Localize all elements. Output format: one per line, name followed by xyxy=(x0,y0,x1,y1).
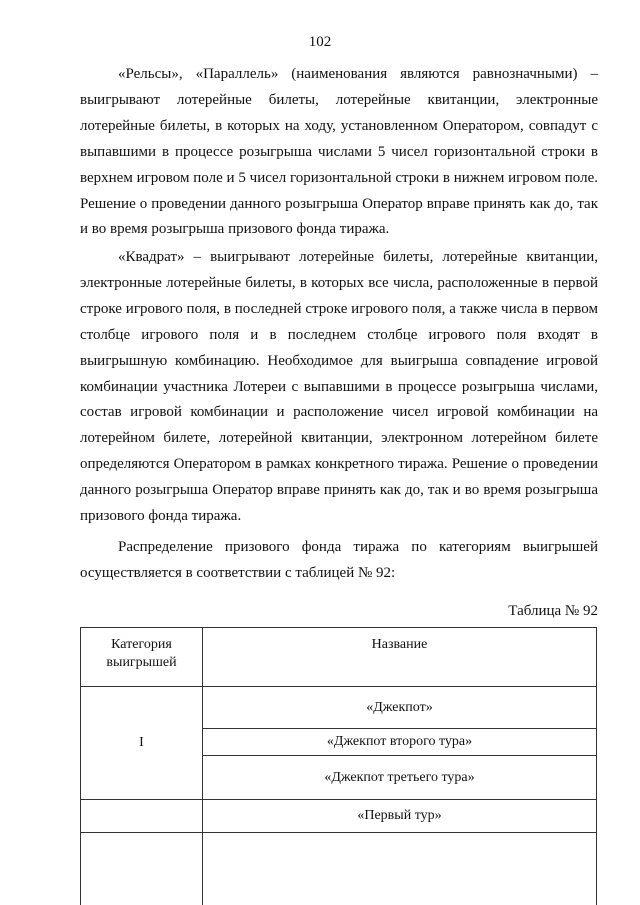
prize-name-cell: «Джекпот второго тура» xyxy=(203,729,597,756)
category-cell: I xyxy=(81,687,203,800)
prize-table xyxy=(80,627,597,905)
paragraph-rails: «Рельсы», «Параллель» (наименования являются равнозначными) – выигрывают лотерейные билеты, лотерейные квитанции, электронные лотерейные билеты, в которых на ходу, установленном Оператором, совпадут с выпавшими в процессе розыгрыша числами 5 чисел горизонтальной строки в верхнем игровом поле и 5 чисел горизонтальной строки в нижнем игровом поле. Решение о проведении данного розыгрыша Оператор вправе принять как до, так и во время розыгрыша призового фонда тиража. xyxy=(80,66,598,238)
table-row xyxy=(81,800,597,833)
empty-cell xyxy=(203,833,597,905)
table-row xyxy=(81,687,597,729)
prize-name-cell: «Первый тур» xyxy=(203,800,597,833)
paragraph-distribution: Распределение призового фонда тиража по категориям выигрышей осуществляется в соответствии с таблицей № 92: xyxy=(80,539,598,581)
table-header-row xyxy=(81,628,597,687)
table-caption: Таблица № 92 xyxy=(508,603,598,619)
page-number: 102 xyxy=(308,34,332,50)
category-cell xyxy=(81,800,203,833)
table-row-continuation xyxy=(81,833,597,905)
header-category: Категория выигрышей xyxy=(81,628,203,687)
header-name: Название xyxy=(203,628,597,687)
paragraph-square: «Квадрат» – выигрывают лотерейные билеты, лотерейные квитанции, электронные лотерейные билеты, в которых все числа, расположенные в первой строке игрового поля, в последней строке игрового поля, а также числа в первом столбце игрового поля и в последнем столбце игрового поля входят в выигрышную комбинацию. Необходимое для выигрыша совпадение игровой комбинации участника Лотереи с выпавшими в процессе розыгрыша числами, состав игровой комбинации и расположение чисел игровой комбинации на лотерейном билете, лотерейной квитанции, электронном лотерейном билете определяются Оператором в рамках конкретного тиража. Решение о проведении данного розыгрыша Оператор вправе принять как до, так и во время розыгрыша призового фонда тиража. xyxy=(80,249,598,525)
prize-name-cell: «Джекпот» xyxy=(203,687,597,729)
empty-cell xyxy=(81,833,203,905)
prize-name-cell: «Джекпот третьего тура» xyxy=(203,756,597,800)
